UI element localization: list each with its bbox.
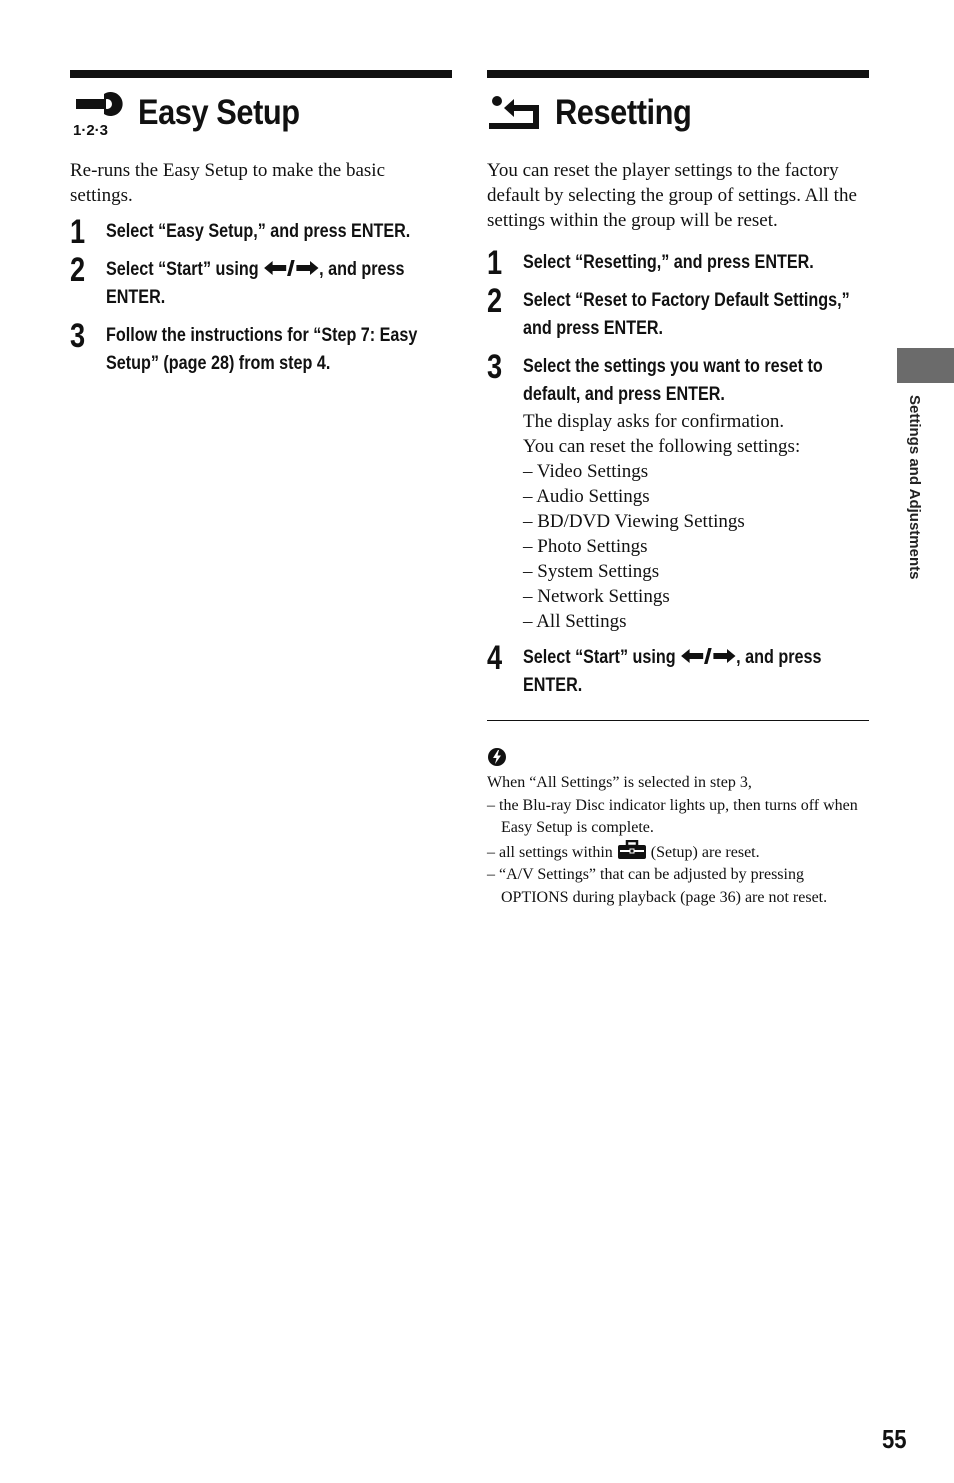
step-number: 2: [487, 282, 503, 320]
section-rule: [487, 70, 869, 78]
note: [487, 772, 869, 909]
step-text: Select “Easy Setup,” and press ENTER.: [106, 221, 411, 242]
step-number: 1: [487, 244, 503, 282]
note-divider: [487, 720, 869, 721]
list-item: – Audio Settings: [523, 486, 650, 507]
resetting-step-3: [487, 348, 869, 634]
note-item: [487, 840, 869, 865]
step-number: 4: [487, 639, 503, 677]
list-item: – System Settings: [523, 561, 660, 582]
left-right-arrows-icon: [680, 647, 736, 665]
note-item-part: (Setup) are reset.: [646, 843, 760, 861]
easy-setup-heading: [70, 78, 452, 148]
resetting-step-4: [487, 639, 869, 700]
step-text-part: Select “Start” using: [106, 259, 264, 280]
easy-setup-step-2: [70, 251, 452, 312]
list-item: – All Settings: [523, 611, 627, 632]
note-item-part: – all settings within: [487, 843, 617, 861]
list-item: – Network Settings: [523, 586, 670, 607]
step-text-part: , and press ENTER.: [106, 259, 405, 308]
step-text: Select “Resetting,” and press ENTER.: [523, 252, 814, 273]
list-item: – Photo Settings: [523, 536, 648, 557]
resetting-intro: You can reset the player settings to the factory default by selecting the group of settings. All the settings within the group will be reset.: [487, 160, 857, 231]
note-item: – “A/V Settings” that can be adjusted by pressing OPTIONS during playback (page 36) are not reset.: [487, 866, 828, 906]
step-number: 3: [70, 317, 86, 355]
resetting-heading: [487, 78, 869, 148]
resetting-step-2: [487, 282, 869, 343]
easy-setup-step-1: [70, 213, 452, 251]
section-title: Resetting: [555, 93, 692, 132]
list-item: – Video Settings: [523, 461, 649, 482]
step-text-part: , and press ENTER.: [523, 647, 822, 696]
page-title: Easy Setup: [138, 93, 300, 132]
section-rule: [70, 70, 452, 78]
reset-icon: [487, 89, 545, 137]
easy-setup-intro: Re-runs the Easy Setup to make the basic settings.: [70, 160, 386, 206]
toolbox-icon: [617, 840, 647, 860]
step-text: [106, 256, 453, 312]
resetting-section: [487, 70, 869, 909]
easy-setup-section: [70, 70, 452, 378]
page-number: 55: [882, 1424, 907, 1454]
step-body: The display asks for confirmation.: [523, 411, 785, 432]
settings-list: [523, 459, 869, 634]
step-text: Follow the instructions for “Step 7: Easy Setup” (page 28) from step 4.: [106, 325, 418, 374]
wrench-icon: [70, 89, 128, 137]
step-number: 1: [70, 213, 86, 251]
step-number: 3: [487, 348, 503, 386]
step-text: [523, 644, 870, 700]
easy-setup-step-3: [70, 317, 452, 378]
step-number: 2: [70, 251, 86, 289]
step-text: Select the settings you want to reset to default, and press ENTER.: [523, 356, 823, 405]
note-lead: When “All Settings” is selected in step 3,: [487, 774, 752, 791]
chapter-tab: [897, 348, 954, 383]
left-right-arrows-icon: [263, 259, 319, 277]
easy-setup-icon-caption: 1·2·3: [73, 122, 109, 137]
resetting-step-1: [487, 244, 869, 282]
chapter-label: Settings and Adjustments: [906, 395, 923, 580]
hint-icon: [487, 747, 507, 767]
list-item: – BD/DVD Viewing Settings: [523, 511, 745, 532]
note-item: – the Blu-ray Disc indicator lights up, then turns off when Easy Setup is complete.: [487, 796, 858, 836]
step-body: You can reset the following settings:: [523, 436, 801, 457]
step-text: Select “Reset to Factory Default Settings,” and press ENTER.: [523, 290, 850, 339]
step-text-part: Select “Start” using: [523, 647, 681, 668]
